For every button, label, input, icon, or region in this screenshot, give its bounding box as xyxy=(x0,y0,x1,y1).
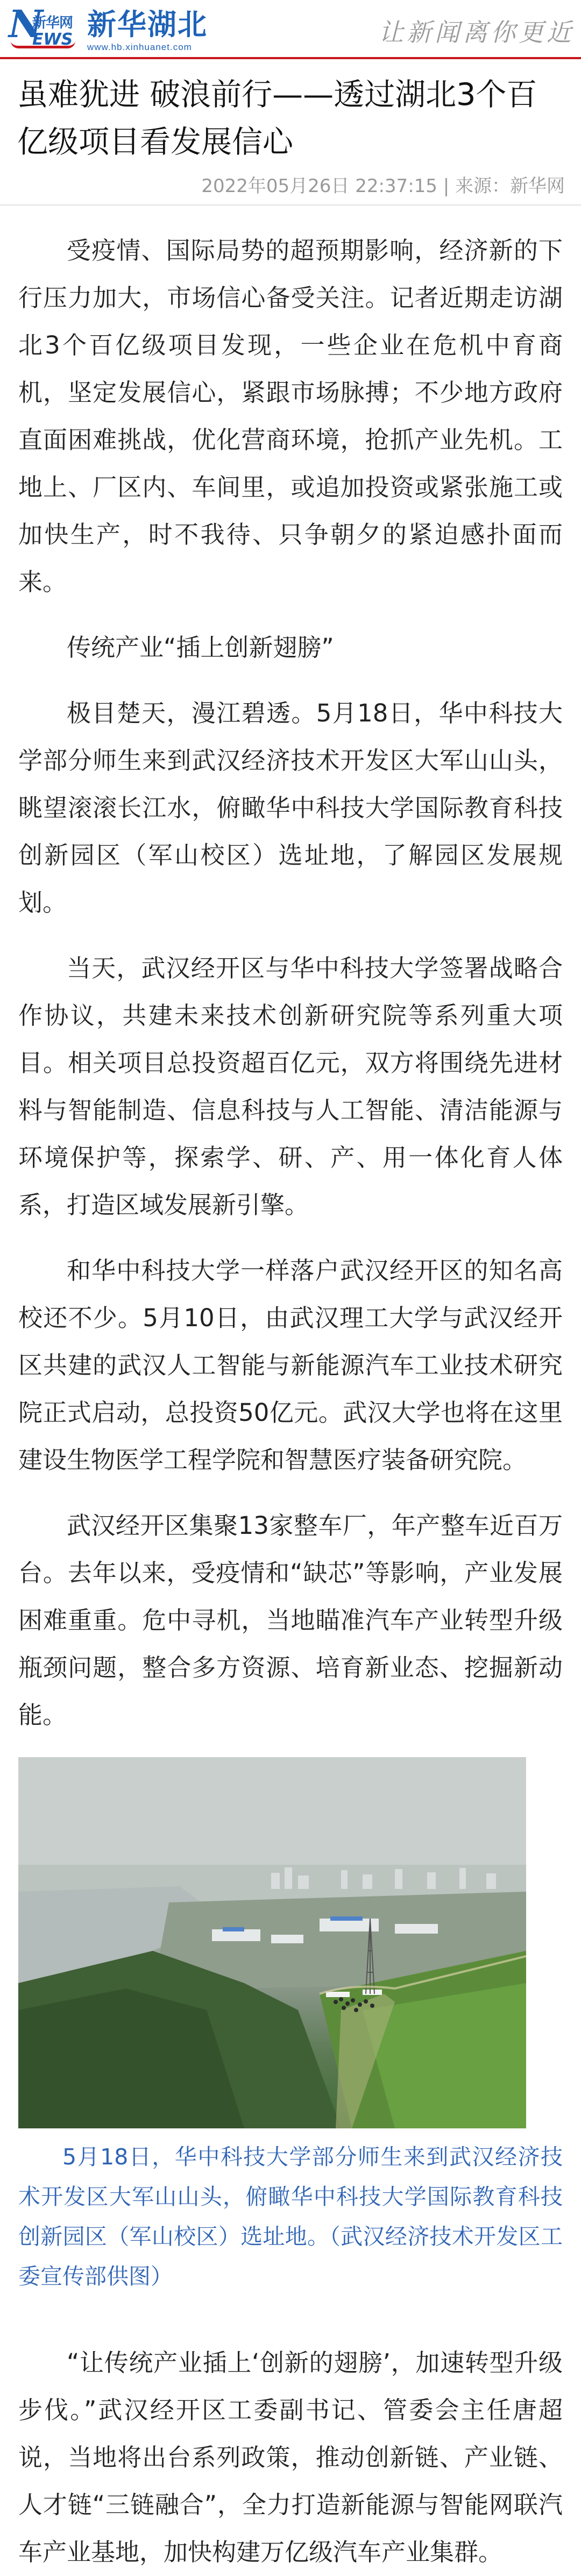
paragraph: 武汉经开区集聚13家整车厂，年产整车近百万台。去年以来，受疫情和“缺芯”等影响，产业发展困难重重。危中寻机，当地瞄准汽车产业转型升级瓶颈问题，整合多方资源、培育新业态、挖掘新动能。 xyxy=(18,1511,563,1729)
article-body xyxy=(0,206,581,1739)
site-header xyxy=(0,0,581,59)
photo-caption: 5月18日，华中科技大学部分师生来到武汉经济技术开发区大军山山头，俯瞰华中科技大学国际教育科技创新园区（军山校区）选址地。（武汉经济技术开发区工委宣传部供图） xyxy=(18,2144,563,2289)
publish-date: 2022年05月26日 22:37:15 xyxy=(201,175,437,197)
article-body-continued xyxy=(0,2318,581,2576)
meta-separator: | xyxy=(437,175,455,197)
paragraph: 和华中科技大学一样落户武汉经开区的知名高校还不少。5月10日，由武汉理工大学与武汉经开区共建的武汉人工智能与新能源汽车工业技术研究院正式启动，总投资50亿元。武汉大学也将在这里建设生物医学工程学院和智慧医疗装备研究院。 xyxy=(18,1256,563,1474)
xinhuanet-news-logo-icon: N 新华网 EWS xyxy=(9,9,84,51)
paragraph: “让传统产业插上‘创新的翅膀’，加速转型升级步伐。”武汉经开区工委副书记、管委会主任唐超说，当地将出台系列政策，推动创新链、产业链、人才链“三链融合”，全力打造新能源与智能网联汽车产业基地，加快构建万亿级汽车产业集群。 xyxy=(18,2348,563,2566)
site-logo[interactable] xyxy=(9,2,208,53)
paragraph: 当天，武汉经开区与华中科技大学签署战略合作协议，共建未来技术创新研究院等系列重大项目。相关项目总投资超百亿元，双方将围绕先进材料与智能制造、信息科技与人工智能、清洁能源与环境保护等，探索学、研、产、用一体化育人体系，打造区域发展新引擎。 xyxy=(18,954,563,1219)
article-photo-aerial-hilltop[interactable] xyxy=(18,1757,526,2128)
paragraph-lead: 受疫情、国际局势的超预期影响，经济新的下行压力加大，市场信心备受关注。记者近期走访湖北3个百亿级项目发现，一些企业在危机中育商机，坚定发展信心，紧跟市场脉搏；不少地方政府直面困难挑战，优化营商环境，抢抓产业先机。工地上、厂区内、车间里，或追加投资或紧张施工或加快生产，时不我待、只争朝夕的紧迫感扑面而来。 xyxy=(18,236,563,596)
section-subheading: 传统产业“插上创新翅膀” xyxy=(67,633,334,662)
site-name: 新华湖北 xyxy=(87,8,208,41)
article-meta xyxy=(16,174,565,198)
logo-swoosh xyxy=(11,41,75,48)
paragraph: 极目楚天，漫江碧透。5月18日，华中科技大学部分师生来到武汉经济技术开发区大军山山头，眺望滚滚长江水，俯瞰华中科技大学国际教育科技创新园区（军山校区）选址地，了解园区发展规划。 xyxy=(18,699,563,917)
article-title: 虽难犹进 破浪前行——透过湖北3个百亿级项目看发展信心 xyxy=(17,77,537,160)
site-slogan: 让新闻离你更近 xyxy=(379,18,575,47)
aerial-landscape-illustration xyxy=(18,1757,526,2128)
site-url: www.hb.xinhuanet.com xyxy=(87,42,192,52)
article-source: 来源：新华网 xyxy=(455,175,565,197)
